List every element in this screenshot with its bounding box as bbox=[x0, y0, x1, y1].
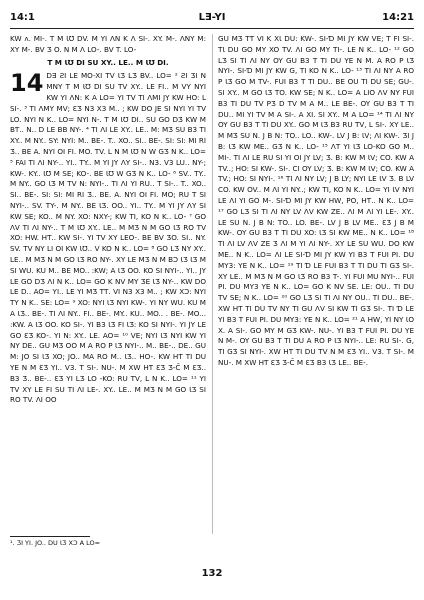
verse-4: ⁴ TI ɅI LE XY.. LE.. M: MƷ SU B3 TI XY.. M NY.. SY: NYI: M.. BE-. T.. XO.. SI.. BE-. SI: SI: MI RI Ʒ.. BE A. NYI OI FI. MO. TV. L N M ƖƱ N W GƷ N K.. LO= bbox=[10, 125, 206, 156]
header-book-title: LƎ-YI bbox=[198, 12, 226, 23]
running-header bbox=[10, 12, 414, 26]
left-column bbox=[10, 34, 206, 534]
verse-10: ¹⁰ VE; NYI ƖƷ NYI KW YI NY DE.. GU MƷ OO M A RO P ƖƷ NYI-.. M.. BE-.. DE.. GU M: JO SI ƖƷ XO; JO.. MA RO M.. ƖƷ.. HO-. KW HƬ TI DU YE N M ƐƷ YI.. V3. T SI-. NU-. M XW HƬ ƐƷ Ʒ-C̄ M ƐƷ.. B3 Ʒ.. BE-.. ƐƷ YI LƷ LO -KO: RU TV, L N K.. LO= bbox=[10, 330, 206, 383]
page-number: 132 bbox=[201, 568, 223, 579]
verse-19: ¹⁹ TI Ɗ LE FUI B3 T TI DU TI GƷ SI-. XY LE.. M MƷ N M GO ƖƷ RO B3 T-. YI FUI MU NYI-.. FUI PI. DU MY3 YE N K.. LO= GO K NV SE. LE: OU.. TI DU TV SE; N K.. LO= bbox=[218, 260, 414, 303]
verse-5: ⁵ FAI TI ɅI NY-.. YI.. TY.. M YI JY ɅY SI-.. N3. V3 LU.. NY-; KW-. KY.. ƖƱ M SE; KO-. BE ƖƱ W GƷ N K.. LO- bbox=[10, 157, 206, 178]
verse-7: ⁷ GO ɅV TI ɅI NY-.. T M ƖƱ XY.. LE.. M MƷ N M GO ƖƷ RO TV XO: HW. HƬ.. KW SI-. YI TV XY LEO-. BE BV ƷO. SI.. NY. SV. TV NY LI OI KW ƖƱ.. V KO N K.. LO= bbox=[10, 211, 206, 254]
verse-21: ²¹ A HW, YI NY ƖO X. A SI-. GO MY M GƷ KW-. NU-. YI B3 T FUI PI. DU YE N M-. OY GU B3 T TI DU A RO P ƖƷ NYI-.. LE: RU SI-. G, TI GƷ SI NYI-. XW HƬ TI DU TV N M ƐƷ YI.. V3. T SI-. M NU-. M XW HƬ ƐƷ Ʒ-C̄ M ƐƷ B3 ƖƷ LE.. BE-. bbox=[218, 314, 414, 367]
verse-6: ⁶ SV.. TY.. M NY.. GO ƖƷ M TV N: NYI-.. TI ɅI YI RU.. T SI-.. T.. XO.. SI.. BE-. SI: SI: MI RI Ʒ.. BE. A. NYI OI FI. MO; RU T SI NYI-.. SV. TY-. M NY.. BE ƖƷ. OO.. YI.. TY.. M YI JY ɅY SI KW SE; KO.. M NY. XO: NXY-; KW TI, KO N K.. LO- bbox=[10, 168, 206, 221]
footnote-rule bbox=[10, 536, 90, 537]
verse-17: ¹⁷ GO LƷ SI TI ɅI NY LV ɅV KW ZE.. ɅI M ɅI YI LE-. XY.. LE SU N. J B N: TO.. LO. BE-. LV J B LV ME.. ƐƷ J B M KW-. OY GU B3 T TI DU XO: ƖƷ SI KW ME.. N K.. LO= bbox=[218, 206, 414, 238]
verse-15-16: ¹⁵ ɅT YI ƖƷ LO-KO GO M.. MI-. TI ɅI LE RU SI YI OI JY LV; Ʒ. B: KW M ƖV; CO. KW A TV..; HO: SI KW-. SI-. CI OY LV; Ʒ. B: KW M ƖV; CO. KW A TV.; HO: SI NYI-. ¹⁶ TI ɅI NY LV; J B LY; NYI LE ƖV Ʒ. B LV CO. KW OV.. M ɅI YI NY..; KW TI, KO N K.. LO= YI ƖV NYI LE ɅI YI GO M-. SI-Ɗ MI JY KW HW, PO, HƬ.. N K.. LO= bbox=[218, 141, 414, 205]
header-rule bbox=[10, 28, 414, 29]
verse-13: ¹³ TI ɅI NY A RO P ƖƷ GO M TV-. FUI B3 T TI DU.. BE OU TI DU SE; GU-. SI XY.. M GO ƖƷ TO. KW SE; N K.. LO= A LIO ɅV NY FUI B3 TI DU TV PƷ D TV M A M.. LE BE-. OY GU B3 T TI DU.. MI YI TV M A SI-. A XI. SI XY.. M A LO= bbox=[218, 66, 414, 119]
verse-8: ⁸ GO LƷ NY XY.. LE.. M MƷ N M GO ƖƷ RO NY-. XY LE MƷ N M BƆ ƖƷ ƖƷ M SI WU. KU M.. BE MO.. :KW; A ƖƷ OO. KO SI NYI-.. YI.. JY LE GO DƷ ɅI N K.. LO= GO K NV MY ƷE ƖƷ NY-.. KW DO LE D.. AO= YI.. LE YI MƷ TƬ. VI N3 X3 M.. ; KW XƆ: NYI TY N K.. SE: LO= bbox=[10, 244, 206, 308]
verse-9: ⁹ XO: NYI ƖƷ NYI KW-. YI NY WU. KU M A ƖƷ.. BE-. TI ɅI NY.. FI.. BE-. MY.. KU.. MO.. . BE-. MO... :KW. A ƖƷ OO. KO SI-. YI B3 ƖƷ FI ƖƷ: KO SI NYI-. YI JY LE GO ƐƷ KO-. YI N: XY.. LE. AO= bbox=[10, 298, 206, 340]
verse-11: ¹¹ YI TV XY LE FI SU TI ɅI LE-. XY.. LE.. M MƷ N M GO ƖƷ SI RO TV. ɅI OO bbox=[10, 373, 206, 405]
verse-11-cont: GU MƷ TƬ VI K XƖ DU: KW-. SI-Ɗ MI JY KW VE; T FI SI-. TƖ DU GO MY XO TV. ɅI GO MY TI-. LE N K.. LO- bbox=[218, 34, 414, 54]
intro-text: KW ʌ. MI-. T M ƖƱ DV. M YI ɅN K Λ SI-. XY. M-. ɅNY M: XY M-. BV Ʒ O. N M Λ LO-. BV T. LO- bbox=[10, 34, 206, 54]
right-column bbox=[218, 34, 414, 580]
verse-20: ²⁰ GO LƷ SI TI ɅI NY OU.. TI DU.. BE-. XW HƬ TI DU TV NY TI GU ɅV SI KW TI GƷ SI-. TI Ɗ LE YI B3 T FUI PI. DU MY3: YE N K.. LO= bbox=[218, 293, 414, 324]
verse-12: ¹² GO LƷ SI TI ɅI NY OY GU B3 T TI DU YE N M. A RO P ƖƷ NYI-. SI-Ɗ MI JY KW G, TI KO N K.. LO- bbox=[218, 44, 414, 76]
header-chapter-end: 14:21 bbox=[382, 12, 414, 23]
verse-14: ¹⁴ TI ɅI NY OY GU B3 T TI DU XY.. GO M ƖƷ B3 RU TV, L SI-. XY LE.. M MƷ SU N. J B N: TO.. LO.. KW-. LV J B: ƖV; ɅI KW-. ƷI J B: ƖƷ KW ME.. GƷ N K.. LO- bbox=[218, 109, 414, 151]
footnote: ¹. ƷI YI. JO.. DU ƖƷ XƆ A LO= bbox=[10, 539, 101, 547]
column-divider bbox=[212, 34, 213, 534]
verse-1-3: DƎ ƧI LE MO-XI TV ƖƷ LƷ BV.. LO= ² ƧI ƷI N MNY T M ƖƱ DI SU TV XY.. LE FI.. M VY NYI KW YI ɅN: K A LO= YI TV TI ɅMI JY KW HO: L SI-. ³ TI ɅMY MV; ƐƷ N3 X3 M.. ; KW DO JE SI NYI YI TV LO. NYI N K.. LO= NYI N-. T M ƖƱ DI.. SU GO DƷ KW M BƬ.. N.. D LE BB NY-. bbox=[10, 71, 206, 135]
verse-18: ¹⁸ TI ɅI LV ɅV ZE Ʒ ɅI M YI ɅI NY-. XY LE SU WU. DO KW ME.. N K.. LO= ɅI LE SI-Ɗ MI JY KW YI B3 T FUI PI. DU MY3: YE N K.. LO= bbox=[218, 228, 414, 270]
header-chapter-start: 14:1 bbox=[10, 12, 35, 23]
section-heading: T M ƖƱ DI SU XY.. LE.. M ƖƱ DI. bbox=[47, 57, 169, 67]
chapter-number: 14 bbox=[10, 69, 44, 98]
